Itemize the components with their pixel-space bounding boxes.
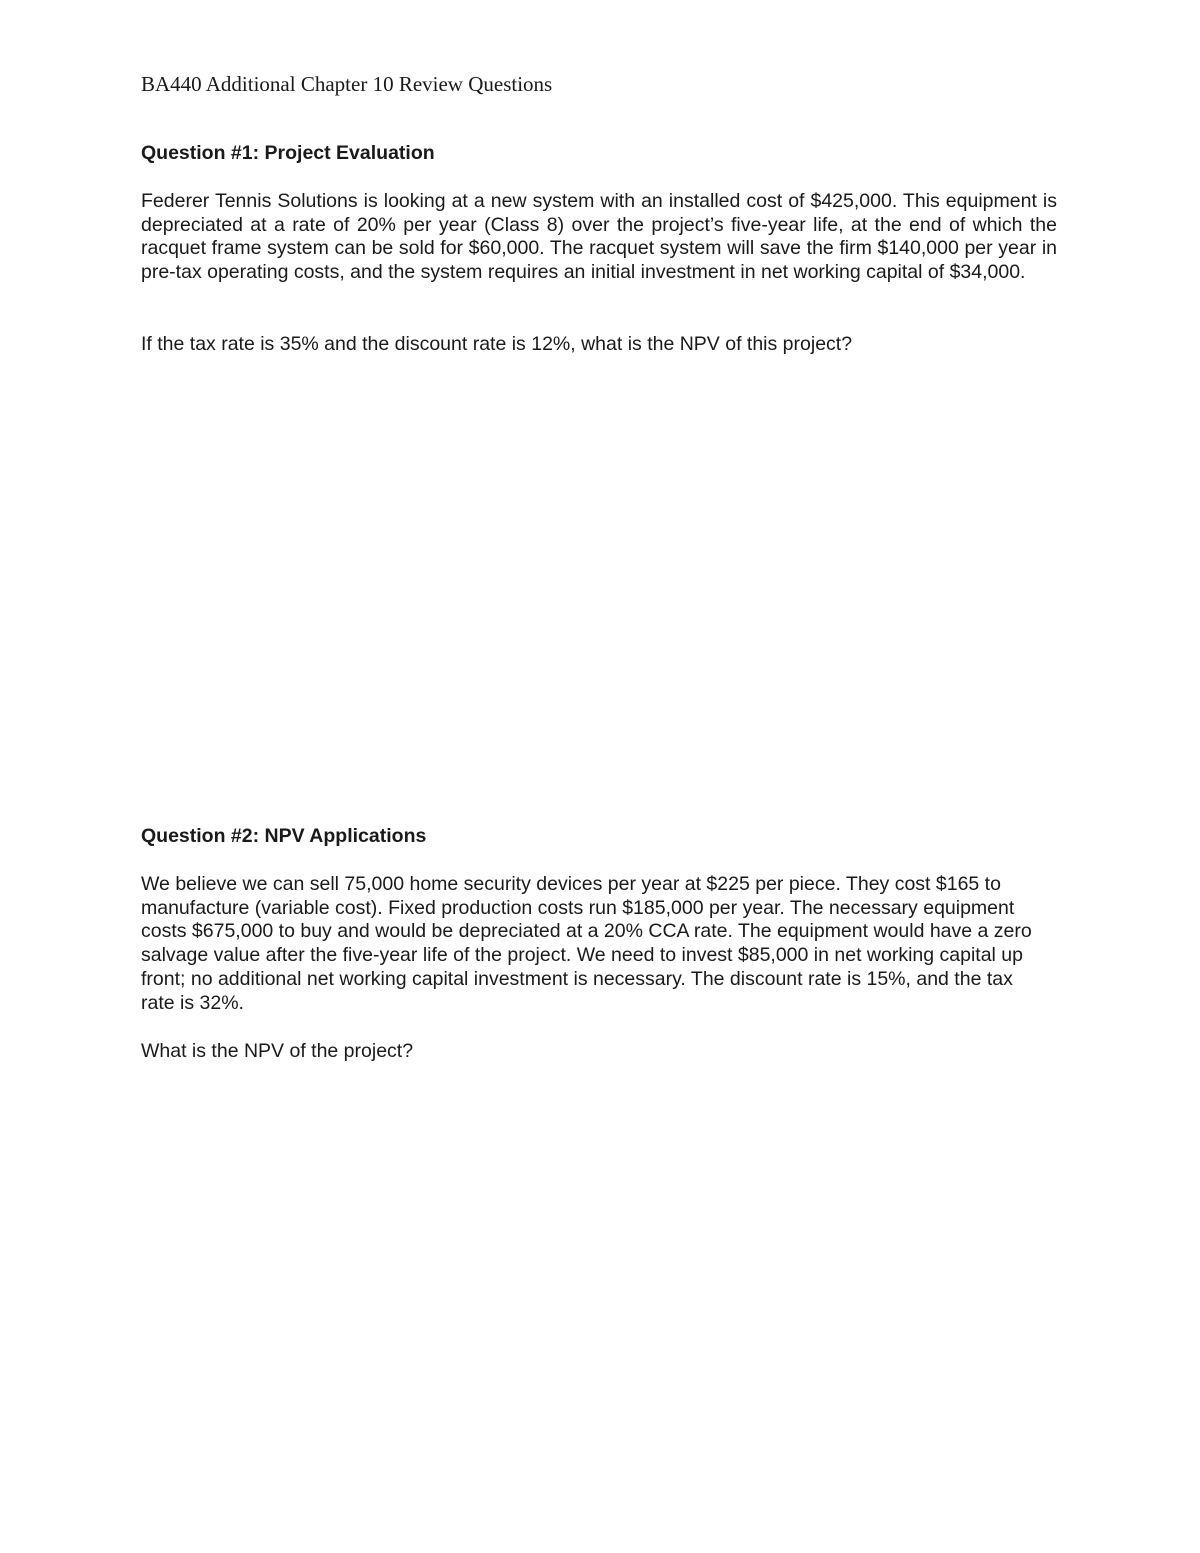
question-1-heading: Question #1: Project Evaluation (141, 142, 435, 164)
question-2-prompt: What is the NPV of the project? (141, 1040, 414, 1062)
question-2-heading: Question #2: NPV Applications (141, 825, 427, 847)
question-1-body: Federer Tennis Solutions is looking at a new system with an installed cost of $425,000. This equipment is depreciated at a rate of 20% per year (Class 8) over the project’s five-year life, at the end of which the racquet frame system can be sold for $60,000. The racquet system will save the firm $140,000 per year in pre-tax operating costs, and the system requires an initial investment in net working capital of $34,000. (141, 190, 1057, 284)
document-title: BA440 Additional Chapter 10 Review Questions (141, 72, 553, 96)
question-2-body: We believe we can sell 75,000 home security devices per year at $225 per piece. They cost $165 to manufacture (variable cost). Fixed production costs run $185,000 per year. The necessary equipment costs $675,000 to buy and would be depreciated at a 20% CCA rate. The equipment would have a zero salvage value after the five-year life of the project. We need to invest $85,000 in net working capital up front; no additional net working capital investment is necessary. The discount rate is 15%, and the tax rate is 32%. (141, 873, 1032, 1014)
question-1-prompt: If the tax rate is 35% and the discount rate is 12%, what is the NPV of this project? (141, 333, 853, 355)
